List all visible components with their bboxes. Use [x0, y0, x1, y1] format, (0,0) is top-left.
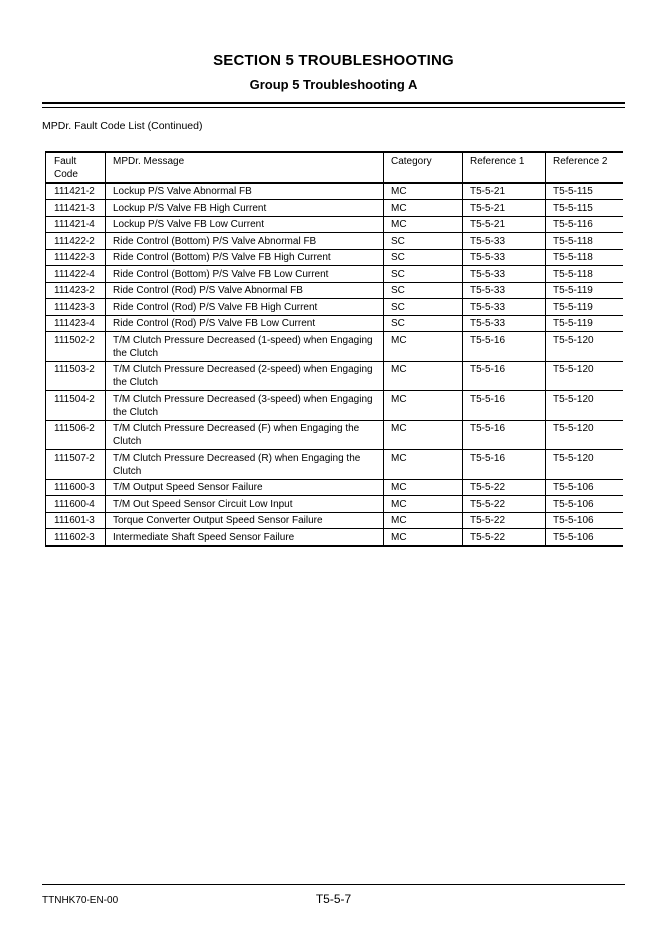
- cell-fault-code: 111602-3: [46, 529, 106, 546]
- cell-mpdr-message: Lockup P/S Valve FB High Current: [106, 200, 384, 217]
- table-row: [46, 450, 623, 480]
- table-row: [46, 332, 623, 362]
- cell-category: SC: [384, 266, 463, 283]
- table-row: [46, 249, 623, 266]
- cell-mpdr-message: T/M Clutch Pressure Decreased (1-speed) when Engaging the Clutch: [106, 332, 384, 362]
- cell-reference-1: T5-5-22: [463, 529, 546, 546]
- cell-reference-1: T5-5-21: [463, 183, 546, 200]
- cell-fault-code: 111507-2: [46, 450, 106, 480]
- cell-reference-1: T5-5-16: [463, 420, 546, 450]
- cell-reference-2: T5-5-120: [546, 361, 623, 391]
- cell-fault-code: 111601-3: [46, 512, 106, 529]
- cell-reference-1: T5-5-33: [463, 315, 546, 332]
- cell-fault-code: 111421-4: [46, 216, 106, 233]
- table-row: [46, 496, 623, 513]
- table-row: [46, 315, 623, 332]
- cell-category: MC: [384, 450, 463, 480]
- cell-reference-2: T5-5-119: [546, 315, 623, 332]
- page-content: [42, 0, 625, 547]
- table-header-row: [46, 152, 623, 183]
- table-row: [46, 479, 623, 496]
- table-row: [46, 529, 623, 546]
- cell-mpdr-message: Torque Converter Output Speed Sensor Failure: [106, 512, 384, 529]
- cell-reference-2: T5-5-106: [546, 512, 623, 529]
- cell-category: MC: [384, 512, 463, 529]
- cell-reference-2: T5-5-115: [546, 183, 623, 200]
- table-row: [46, 299, 623, 316]
- footer-rule: [42, 884, 625, 885]
- cell-reference-1: T5-5-33: [463, 249, 546, 266]
- cell-category: MC: [384, 479, 463, 496]
- cell-mpdr-message: T/M Clutch Pressure Decreased (3-speed) when Engaging the Clutch: [106, 391, 384, 421]
- cell-mpdr-message: T/M Clutch Pressure Decreased (F) when Engaging the Clutch: [106, 420, 384, 450]
- cell-reference-1: T5-5-21: [463, 216, 546, 233]
- cell-category: MC: [384, 200, 463, 217]
- cell-reference-2: T5-5-120: [546, 450, 623, 480]
- cell-category: MC: [384, 529, 463, 546]
- list-caption: MPDr. Fault Code List (Continued): [42, 120, 203, 132]
- table-row: [46, 361, 623, 391]
- cell-reference-1: T5-5-16: [463, 450, 546, 480]
- cell-category: SC: [384, 315, 463, 332]
- table-row: [46, 512, 623, 529]
- cell-fault-code: 111423-4: [46, 315, 106, 332]
- fault-code-table: [45, 151, 623, 547]
- cell-category: SC: [384, 233, 463, 250]
- header-category: Category: [384, 152, 463, 183]
- table-row: [46, 391, 623, 421]
- cell-reference-2: T5-5-118: [546, 249, 623, 266]
- table-row: [46, 183, 623, 200]
- cell-fault-code: 111423-3: [46, 299, 106, 316]
- cell-reference-1: T5-5-22: [463, 512, 546, 529]
- cell-fault-code: 111600-4: [46, 496, 106, 513]
- group-title: Group 5 Troubleshooting A: [249, 77, 418, 92]
- cell-category: MC: [384, 420, 463, 450]
- cell-fault-code: 111422-3: [46, 249, 106, 266]
- section-title: SECTION 5 TROUBLESHOOTING: [213, 52, 454, 69]
- cell-mpdr-message: T/M Clutch Pressure Decreased (2-speed) when Engaging the Clutch: [106, 361, 384, 391]
- cell-reference-1: T5-5-33: [463, 282, 546, 299]
- footer-page-number: T5-5-7: [315, 892, 352, 906]
- cell-fault-code: 111421-2: [46, 183, 106, 200]
- cell-reference-2: T5-5-118: [546, 266, 623, 283]
- cell-fault-code: 111421-3: [46, 200, 106, 217]
- cell-reference-1: T5-5-16: [463, 332, 546, 362]
- cell-mpdr-message: Ride Control (Rod) P/S Valve Abnormal FB: [106, 282, 384, 299]
- cell-mpdr-message: Ride Control (Bottom) P/S Valve FB High Current: [106, 249, 384, 266]
- cell-reference-2: T5-5-120: [546, 420, 623, 450]
- cell-fault-code: 111600-3: [46, 479, 106, 496]
- cell-fault-code: 111503-2: [46, 361, 106, 391]
- cell-category: MC: [384, 332, 463, 362]
- header-reference-2: Reference 2: [546, 152, 623, 183]
- cell-reference-1: T5-5-22: [463, 496, 546, 513]
- cell-reference-1: T5-5-33: [463, 266, 546, 283]
- cell-mpdr-message: T/M Output Speed Sensor Failure: [106, 479, 384, 496]
- footer-doc-number: TTNHK70-EN-00: [42, 895, 119, 906]
- table-row: [46, 216, 623, 233]
- cell-category: MC: [384, 361, 463, 391]
- cell-mpdr-message: Lockup P/S Valve Abnormal FB: [106, 183, 384, 200]
- cell-reference-2: T5-5-106: [546, 496, 623, 513]
- cell-reference-1: T5-5-33: [463, 233, 546, 250]
- cell-reference-2: T5-5-106: [546, 529, 623, 546]
- cell-category: SC: [384, 249, 463, 266]
- table-row: [46, 233, 623, 250]
- cell-reference-1: T5-5-16: [463, 361, 546, 391]
- cell-reference-2: T5-5-120: [546, 391, 623, 421]
- cell-category: MC: [384, 216, 463, 233]
- header-fault-code: Fault Code: [46, 152, 106, 183]
- cell-mpdr-message: T/M Clutch Pressure Decreased (R) when Engaging the Clutch: [106, 450, 384, 480]
- cell-fault-code: 111422-4: [46, 266, 106, 283]
- table-row: [46, 200, 623, 217]
- cell-category: SC: [384, 282, 463, 299]
- cell-mpdr-message: Intermediate Shaft Speed Sensor Failure: [106, 529, 384, 546]
- cell-fault-code: 111423-2: [46, 282, 106, 299]
- cell-fault-code: 111506-2: [46, 420, 106, 450]
- cell-reference-1: T5-5-33: [463, 299, 546, 316]
- cell-reference-2: T5-5-120: [546, 332, 623, 362]
- cell-reference-1: T5-5-16: [463, 391, 546, 421]
- cell-reference-1: T5-5-22: [463, 479, 546, 496]
- table-row: [46, 420, 623, 450]
- cell-reference-1: T5-5-21: [463, 200, 546, 217]
- cell-reference-2: T5-5-116: [546, 216, 623, 233]
- header-reference-1: Reference 1: [463, 152, 546, 183]
- table-row: [46, 266, 623, 283]
- cell-fault-code: 111502-2: [46, 332, 106, 362]
- cell-reference-2: T5-5-115: [546, 200, 623, 217]
- fault-table-body: [46, 183, 623, 546]
- cell-category: MC: [384, 496, 463, 513]
- cell-mpdr-message: Lockup P/S Valve FB Low Current: [106, 216, 384, 233]
- cell-fault-code: 111422-2: [46, 233, 106, 250]
- cell-category: MC: [384, 391, 463, 421]
- cell-fault-code: 111504-2: [46, 391, 106, 421]
- cell-category: MC: [384, 183, 463, 200]
- cell-mpdr-message: T/M Out Speed Sensor Circuit Low Input: [106, 496, 384, 513]
- cell-reference-2: T5-5-119: [546, 299, 623, 316]
- cell-mpdr-message: Ride Control (Rod) P/S Valve FB Low Current: [106, 315, 384, 332]
- cell-mpdr-message: Ride Control (Rod) P/S Valve FB High Current: [106, 299, 384, 316]
- header-double-rule: [42, 102, 625, 108]
- cell-reference-2: T5-5-119: [546, 282, 623, 299]
- cell-reference-2: T5-5-118: [546, 233, 623, 250]
- cell-category: SC: [384, 299, 463, 316]
- table-row: [46, 282, 623, 299]
- cell-reference-2: T5-5-106: [546, 479, 623, 496]
- cell-mpdr-message: Ride Control (Bottom) P/S Valve FB Low Current: [106, 266, 384, 283]
- cell-mpdr-message: Ride Control (Bottom) P/S Valve Abnormal FB: [106, 233, 384, 250]
- header-mpdr-message: MPDr. Message: [106, 152, 384, 183]
